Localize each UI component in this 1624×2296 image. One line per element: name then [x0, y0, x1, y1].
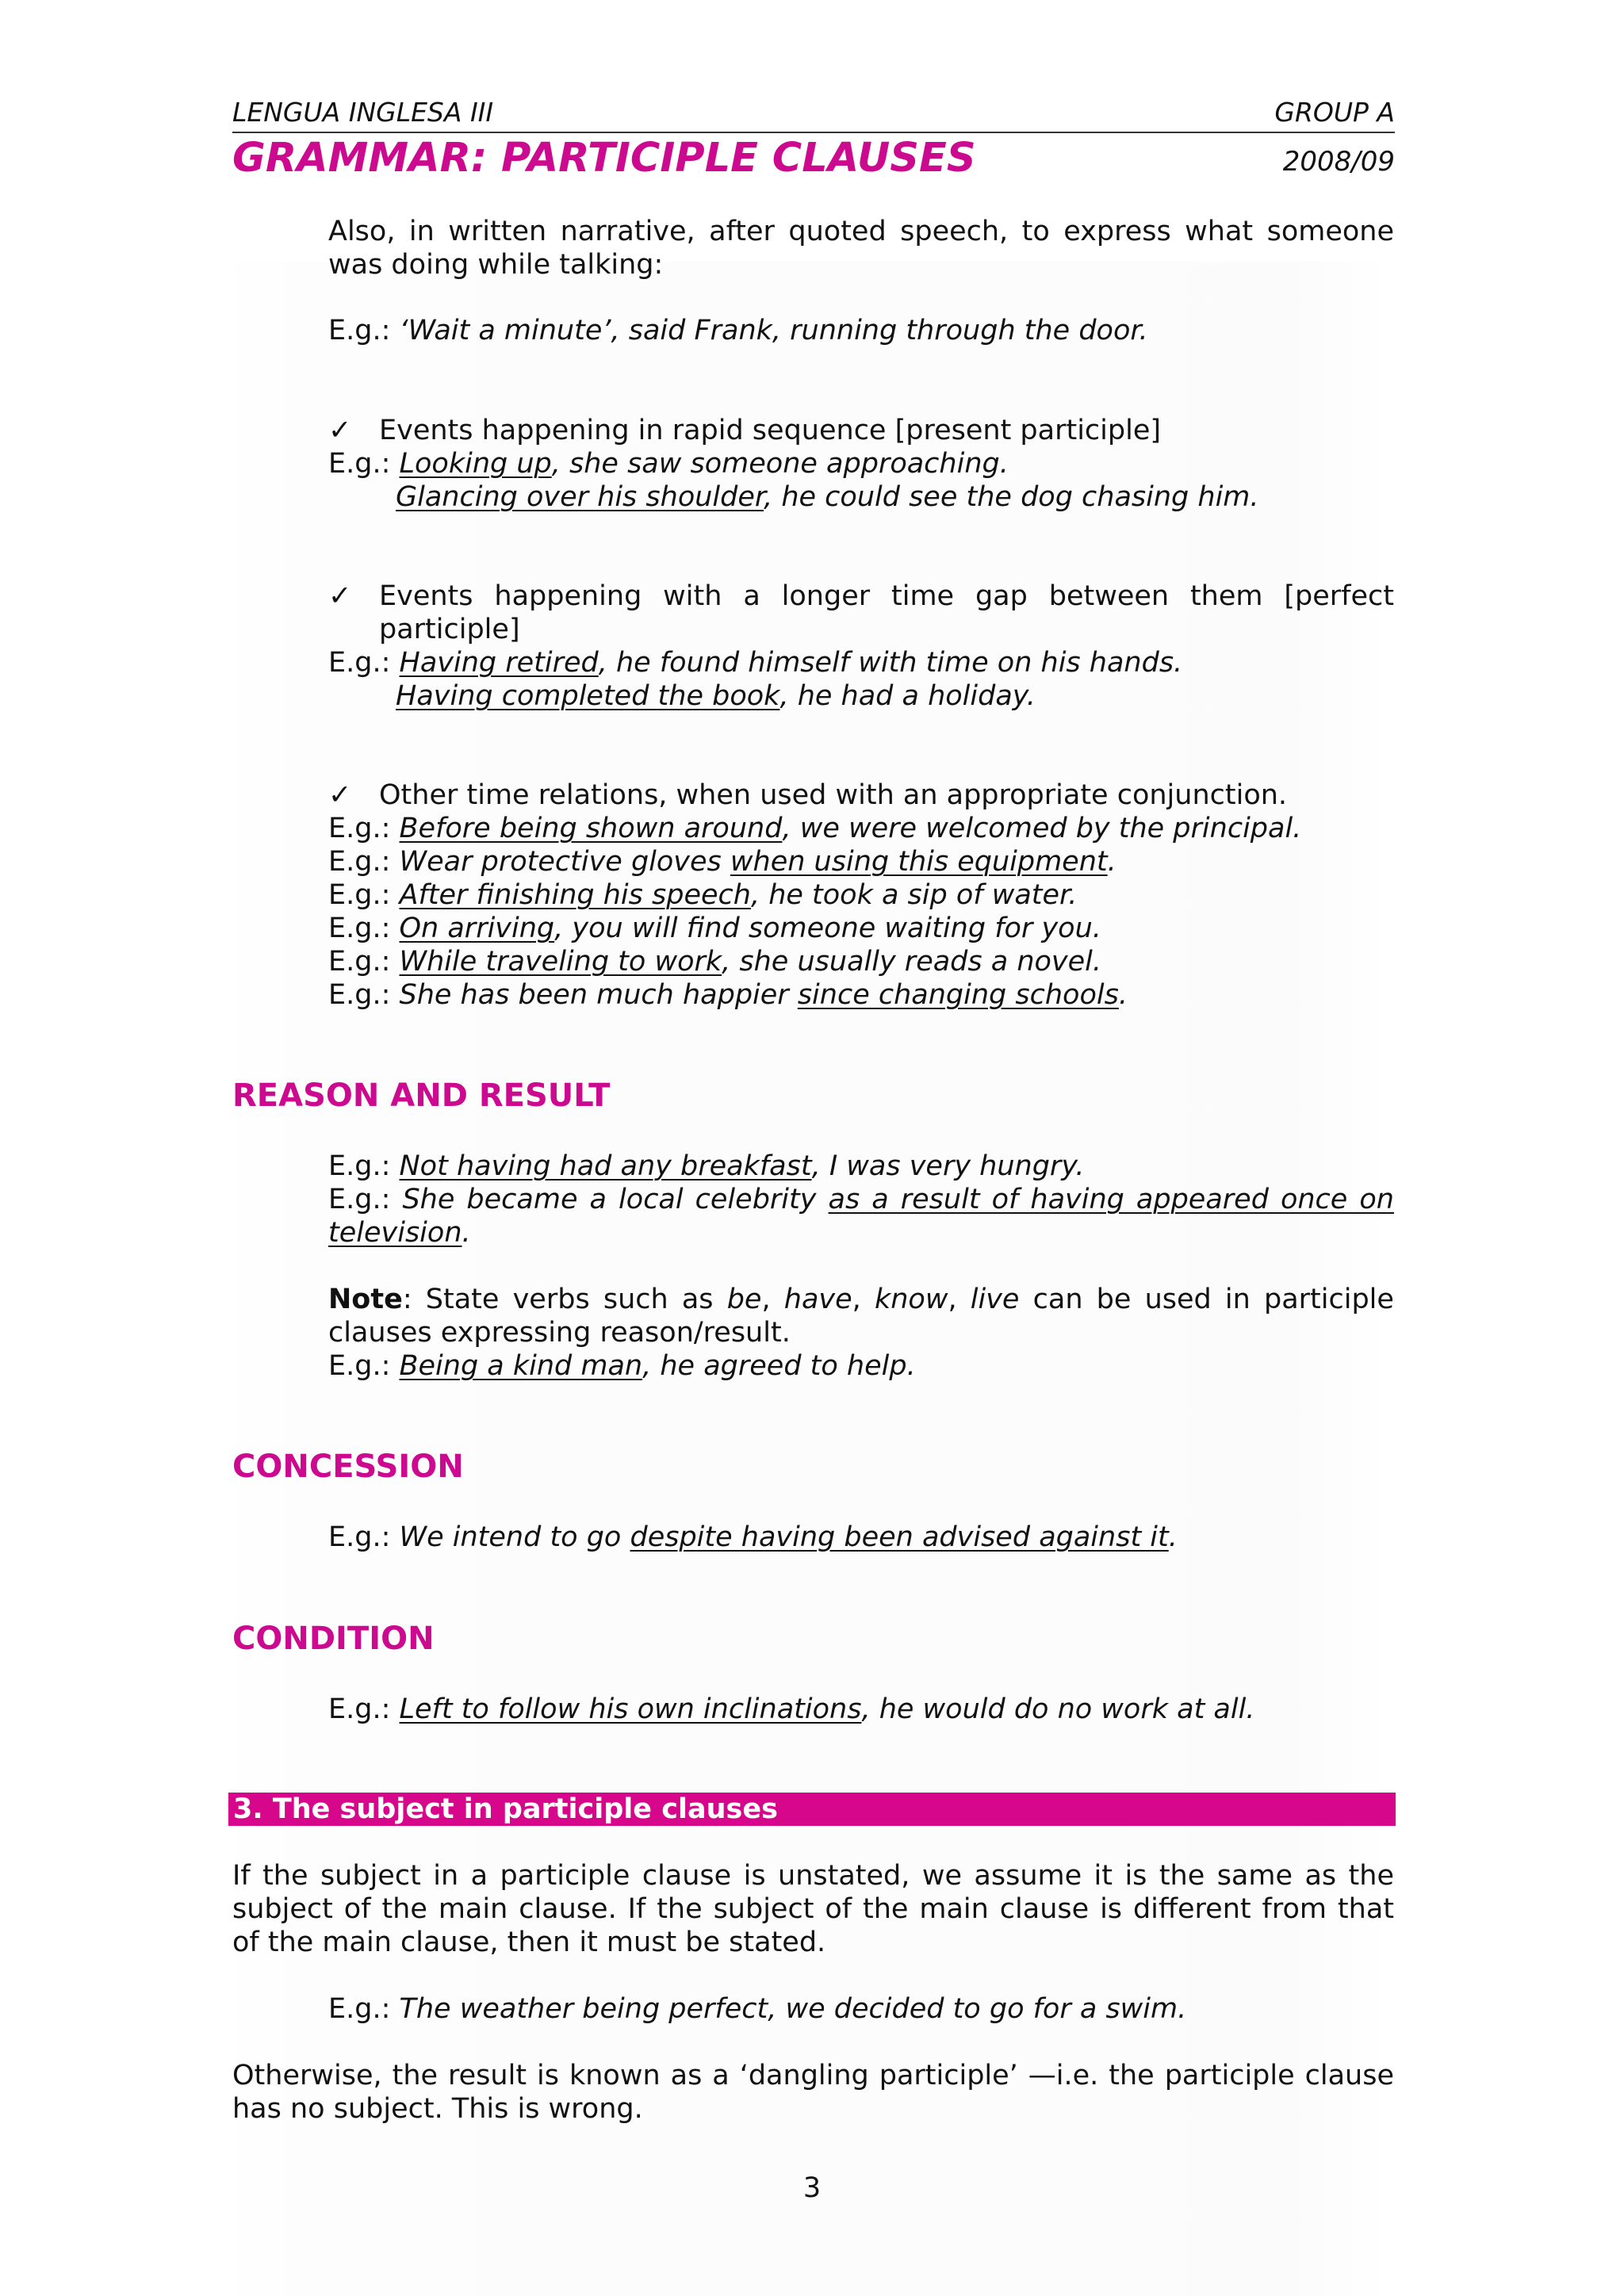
example-text: The weather being perfect, we decided to go for a swim. — [399, 1993, 1187, 2025]
participle-clause: Having completed the book — [396, 680, 780, 712]
reason-result-section — [328, 1150, 1394, 1383]
note-text: can be used in participle clauses expressing reason/result. — [328, 1284, 1394, 1349]
main-clause: We intend to go — [399, 1521, 630, 1553]
eg-prefix: E.g.: — [328, 1350, 400, 1382]
participle-clause: Glancing over his shoulder — [396, 481, 764, 513]
condition-heading: CONDITION — [232, 1621, 435, 1657]
punctuation: . — [1168, 1521, 1178, 1553]
punctuation: . — [462, 1217, 471, 1249]
punctuation: . — [1107, 846, 1116, 878]
course-name: LENGUA INGLESA III — [232, 97, 494, 128]
main-clause: , he found himself with time on his hands. — [598, 647, 1183, 679]
participle-clause: Looking up — [399, 448, 552, 480]
example-line — [328, 1349, 1394, 1383]
eg-prefix: E.g.: — [328, 647, 400, 679]
example-line — [328, 1183, 1394, 1249]
note-label: Note — [328, 1284, 403, 1315]
example-line — [328, 1521, 1178, 1554]
intro-example — [328, 314, 1148, 347]
item-label: Events happening with a longer time gap between them [perfect participle] — [379, 580, 1394, 645]
running-header — [232, 97, 1395, 128]
group-label: GROUP A — [1274, 97, 1395, 128]
note-text: : State verbs such as — [402, 1284, 727, 1315]
example-line — [328, 912, 1394, 945]
comma: , — [761, 1284, 784, 1315]
eg-prefix: E.g.: — [328, 448, 400, 480]
item-label: Other time relations, when used with an appropriate conjunction. — [379, 779, 1288, 811]
example-text: ‘Wait a minute’, said Frank, running through the door. — [399, 315, 1148, 346]
participle-clause: On arriving — [399, 913, 555, 944]
participle-clause: Having retired — [399, 647, 599, 679]
reason-result-heading: REASON AND RESULT — [232, 1077, 611, 1114]
main-clause: , he could see the dog chasing him. — [764, 481, 1259, 513]
main-clause: , he would do no work at all. — [861, 1693, 1255, 1725]
main-clause: , I was very hungry. — [811, 1150, 1085, 1182]
page-number: 3 — [802, 2172, 822, 2204]
example-line — [328, 812, 1394, 845]
intro-line-2: was doing while talking: — [328, 249, 664, 281]
subject-paragraph: If the subject in a participle clause is unstated, we assume it is the same as the subject of the main clause. If the subject of the main clause is different from that of the main clause, then it must be stated. — [232, 1860, 1394, 1958]
main-clause: Wear protective gloves — [399, 846, 730, 878]
eg-prefix: E.g.: — [328, 913, 400, 944]
main-clause: , he agreed to help. — [642, 1350, 916, 1382]
main-clause: , you will find someone waiting for you. — [554, 913, 1101, 944]
eg-prefix: E.g.: — [328, 946, 400, 978]
intro-line-1: Also, in written narrative, after quoted speech, to express what someone — [328, 216, 1394, 247]
comma: , — [948, 1284, 971, 1315]
eg-prefix: E.g.: — [328, 315, 400, 346]
participle-clause: While traveling to work — [399, 946, 722, 978]
eg-prefix: E.g.: — [328, 1521, 400, 1553]
eg-prefix: E.g.: — [328, 979, 400, 1011]
section-banner — [228, 1793, 1396, 1826]
checkmark-icon: ✓ — [328, 580, 352, 612]
rapid-sequence-item — [328, 414, 1394, 514]
example-line — [328, 646, 1394, 679]
example-line — [328, 1992, 1186, 2026]
checkmark-icon: ✓ — [328, 779, 352, 811]
example-line — [328, 1693, 1254, 1726]
participle-clause: Left to follow his own inclinations — [399, 1693, 862, 1725]
verb-have: have — [783, 1284, 852, 1315]
eg-prefix: E.g.: — [328, 1693, 400, 1725]
participle-clause: despite having been advised against it — [630, 1521, 1169, 1553]
example-line — [328, 679, 1394, 713]
item-label: Events happening in rapid sequence [present participle] — [379, 415, 1162, 446]
intro-paragraph — [328, 215, 1394, 281]
example-line — [328, 447, 1394, 480]
verb-know: know — [874, 1284, 948, 1315]
example-line — [328, 480, 1394, 514]
main-clause: She became a local celebrity — [402, 1184, 829, 1215]
main-clause: , she saw someone approaching. — [551, 448, 1009, 480]
comma: , — [852, 1284, 875, 1315]
eg-prefix: E.g.: — [328, 846, 400, 878]
eg-prefix: E.g.: — [328, 1993, 400, 2025]
item-label-wrap — [328, 580, 1394, 646]
main-clause: , she usually reads a novel. — [722, 946, 1102, 978]
checkmark-icon: ✓ — [328, 415, 352, 446]
example-line — [328, 845, 1394, 878]
eg-prefix: E.g.: — [328, 813, 400, 844]
eg-prefix: E.g.: — [328, 879, 400, 911]
participle-clause: since changing schools — [797, 979, 1119, 1011]
eg-prefix: E.g.: — [328, 1184, 403, 1215]
note-paragraph — [328, 1283, 1394, 1349]
participle-clause: Not having had any breakfast — [399, 1150, 812, 1182]
academic-year: 2008/09 — [1282, 146, 1395, 178]
example-line — [328, 945, 1394, 978]
page-title: GRAMMAR: PARTICIPLE CLAUSES — [232, 135, 976, 182]
main-clause: , he had a holiday. — [779, 680, 1036, 712]
participle-clause: when using this equipment — [730, 846, 1108, 878]
time-gap-item — [328, 580, 1394, 713]
other-relations-item — [328, 779, 1394, 1012]
main-clause: , he took a sip of water. — [750, 879, 1078, 911]
main-clause: , we were welcomed by the principal. — [782, 813, 1302, 844]
punctuation: . — [1118, 979, 1128, 1011]
example-line — [328, 978, 1394, 1012]
participle-clause: Before being shown around — [399, 813, 783, 844]
verb-live: live — [970, 1284, 1020, 1315]
header-rule — [232, 132, 1395, 133]
participle-clause: as a result of having appeared once on television — [328, 1184, 1394, 1249]
dangling-paragraph: Otherwise, the result is known as a ‘dangling participle’ —i.e. the participle clause has no subject. This is wrong. — [232, 2060, 1394, 2125]
main-clause: She has been much happier — [399, 979, 798, 1011]
participle-clause: Being a kind man — [399, 1350, 643, 1382]
example-line — [328, 878, 1394, 912]
example-line — [328, 1150, 1394, 1183]
section-heading: 3. The subject in participle clauses — [233, 1793, 778, 1825]
verb-be: be — [726, 1284, 762, 1315]
participle-clause: After finishing his speech — [399, 879, 751, 911]
eg-prefix: E.g.: — [328, 1150, 400, 1182]
concession-heading: CONCESSION — [232, 1448, 464, 1485]
